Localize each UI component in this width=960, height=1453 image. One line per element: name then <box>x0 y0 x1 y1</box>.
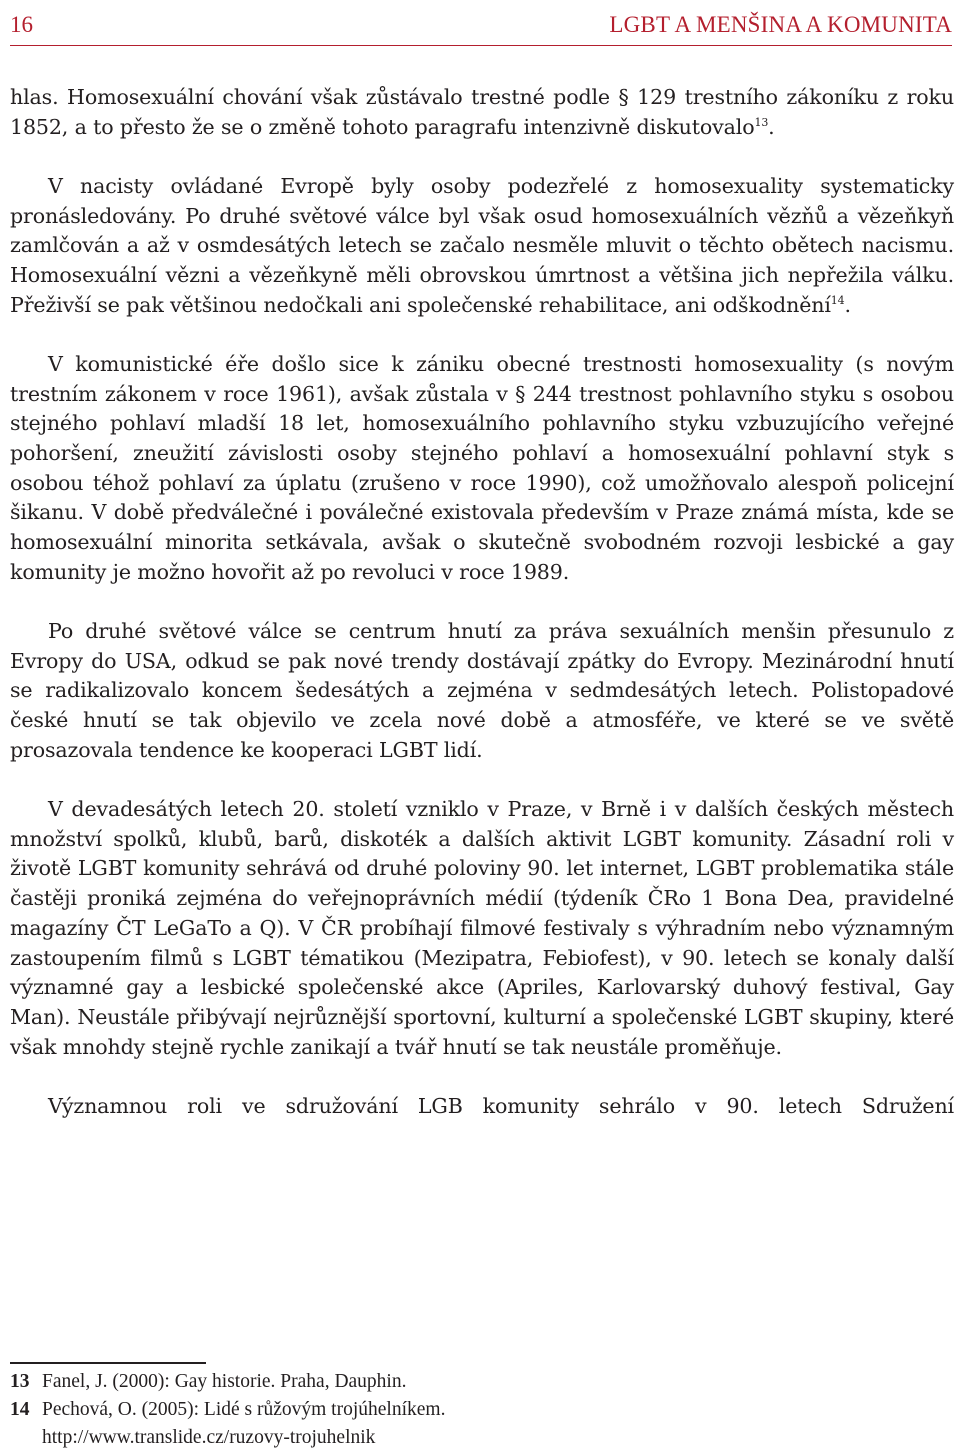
footnote-rule <box>10 1362 206 1364</box>
footnote-14 <box>10 1396 950 1452</box>
footnote-number: 13 <box>10 1371 30 1392</box>
footnote-text: Pechová, O. (2005): Lidé s růžovým trojúhelníkem. <box>42 1399 446 1420</box>
body-text <box>10 83 954 1122</box>
paragraph-continuation: hlas. Homosexuální chování však zůstávalo trestné podle § 129 trestního zákoníku z roku 1852, a to přesto že se o změně tohoto paragrafu intenzivně diskutovalo$^{13}$. <box>10 85 954 139</box>
running-title: LGBT A MENŠINA A KOMUNITA <box>609 12 952 37</box>
page-header <box>10 9 952 41</box>
paragraph-postwar-movement: Po druhé světové válce se centrum hnutí za práva sexuálních menšin přesunulo z Evropy do USA, odkud se pak nové trendy dostávají zpátky do Evropy. Mezinárodní hnutí se radikalizovalo koncem šedesátých a zejména v sedmdesátých letech. Polistopadové české hnutí se tak objevilo ve zcela nové době a atmosféře, ve které se ve světě prosazovala tendence ke kooperaci LGBT lidí. <box>10 619 954 762</box>
paragraph-communist-era: V komunistické éře došlo sice k zániku obecné trestnosti homosexuality (s novým trestním zákonem v roce 1961), avšak zůstala v § 244 trestnost pohlavního styku s osobou stejného pohlaví mladší 18 let, homosexuálního pohlavního styku vzbuzujícího veřejné pohoršení, zneužití závislosti osoby stejného pohlaví a homosexuální pohlavní styk s osobou téhož pohlaví za úplatu (zrušeno v roce 1990), což umožňovalo alespoň policejní šikanu. V době předválečné i poválečné existovala především v Praze známá místa, kde se homosexuální minorita setkávala, avšak o skutečně svobodném rozvoji lesbické a gay komunity je možno hovořit až po revoluci v roce 1989. <box>10 351 954 584</box>
footnote-url-link[interactable]: http://www.translide.cz/ruzovy-trojuhelnik <box>42 1427 376 1448</box>
footnotes <box>10 1368 950 1452</box>
footnote-ref-13[interactable]: 13 <box>754 115 769 129</box>
paragraph-nineties: V devadesátých letech 20. století vzniklo v Praze, v Brně i v dalších českých městech množství spolků, klubů, barů, diskoték a dalších aktivit LGBT komunity. Zásadní roli v životě LGBT komunity sehrává od druhé poloviny 90. let internet, LGBT problematika stále častěji proniká zejména do veřejnoprávních médií (týdeník ČRo 1 Bona Dea, pravidelné magazíny ČT LeGaTo a Q). V ČR probíhají filmové festivaly s výhradním nebo významným zastoupením filmů s LGBT tématikou (Mezipatra, Febiofest), v 90. letech se konaly další významné gay a lesbické společenské akce (Apriles, Karlovarský duhový festival, Gay Man). Neustále přibývají nejrůznější sportovní, kulturní a společenské LGBT skupiny, které však mnohdy stejně rychle zanikají a tvář hnutí se tak neustále proměňuje. <box>10 797 954 1059</box>
footnote-number: 14 <box>10 1399 30 1420</box>
footnote-text: Fanel, J. (2000): Gay historie. Praha, Dauphin. <box>42 1371 407 1392</box>
paragraph-nazi-persecution: V nacisty ovládané Evropě byly osoby podezřelé z homosexuality systematicky pronásledovány. Po druhé světové válce byl však osud homosexuálních vězňů a vězeňkyň zamlčován a až v osmdesátých letech se začalo nesměle mluvit o těchto obětech nacismu. Homosexuální vězni a vězeňkyně měli obrovskou úmrtnost a většina jich nepřežila válku. Přeživší se pak většinou nedočkali ani společenské rehabilitace, ani odškodnění$^{14}$. <box>10 173 954 317</box>
header-rule <box>10 45 952 46</box>
footnote-ref-14[interactable]: 14 <box>830 293 845 307</box>
paragraph-sdruzeni: Významnou roli ve sdružování LGB komunity sehrálo v 90. letech Sdružení <box>48 1093 954 1118</box>
page-number: 16 <box>10 12 33 37</box>
footnote-13 <box>10 1368 950 1396</box>
